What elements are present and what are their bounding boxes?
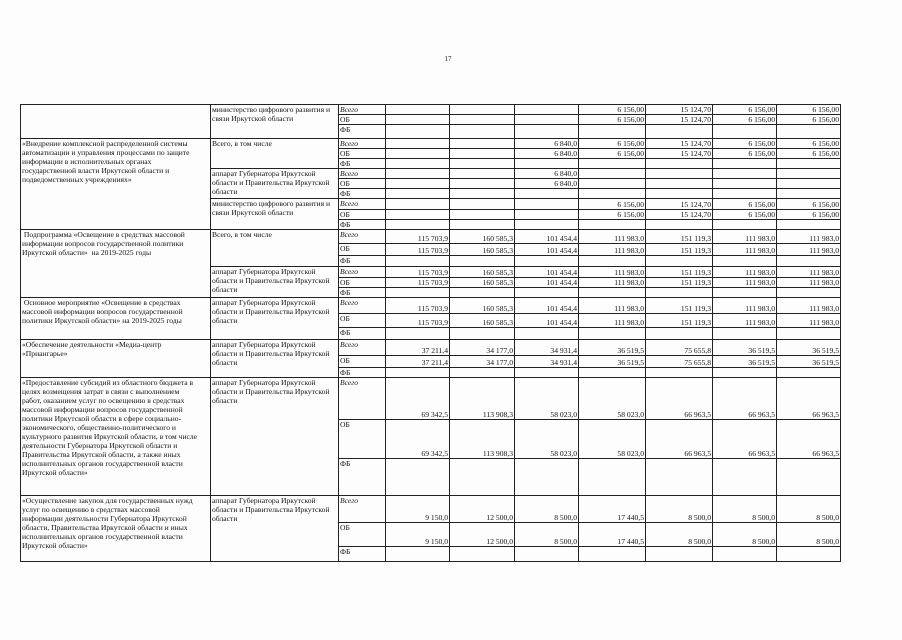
amount-cell: 17 440,5 (579, 523, 646, 547)
amount-cell (450, 328, 515, 340)
amount-cell: 101 454,4 (515, 298, 579, 314)
amount-cell (515, 115, 579, 125)
amount-cell: 111 983,0 (713, 230, 777, 244)
amount-cell (646, 256, 713, 267)
amount-cell (713, 288, 777, 298)
amount-cell (579, 547, 646, 562)
page-number: 17 (444, 55, 452, 63)
funding-source-cell: ФБ (339, 459, 386, 496)
amount-cell: 115 703,9 (386, 298, 450, 314)
amount-cell: 6 156,00 (579, 210, 646, 220)
amount-cell: 66 963,5 (713, 420, 777, 459)
amount-cell (450, 159, 515, 169)
amount-cell (515, 368, 579, 378)
amount-cell: 66 963,5 (646, 420, 713, 459)
amount-cell: 111 983,0 (777, 314, 841, 328)
table-row (21, 230, 841, 244)
funding-source-cell: ФБ (339, 256, 386, 267)
funding-source-cell: Всего (339, 340, 386, 356)
amount-cell: 36 519,5 (713, 356, 777, 368)
amount-cell: 115 703,9 (386, 278, 450, 288)
amount-cell (515, 328, 579, 340)
funding-source-cell: Всего (339, 199, 386, 210)
amount-cell: 115 703,9 (386, 230, 450, 244)
amount-cell: 101 454,4 (515, 230, 579, 244)
amount-cell (579, 220, 646, 230)
amount-cell: 37 211,4 (386, 340, 450, 356)
amount-cell: 151 119,3 (646, 314, 713, 328)
amount-cell: 15 124,70 (646, 139, 713, 149)
funding-source-cell: ФБ (339, 189, 386, 199)
table-row (21, 378, 841, 420)
amount-cell (579, 179, 646, 189)
amount-cell: 160 585,3 (450, 314, 515, 328)
amount-cell: 160 585,3 (450, 278, 515, 288)
funding-source-cell: ФБ (339, 159, 386, 169)
amount-cell (386, 459, 450, 496)
amount-cell: 101 454,4 (515, 267, 579, 278)
executor-cell: Всего, в том числе (211, 139, 339, 169)
funding-source-cell: ОБ (339, 149, 386, 159)
executor-cell: аппарат Губернатора Иркутской области и Правительства Иркутской области (211, 169, 339, 199)
amount-cell: 101 454,4 (515, 244, 579, 256)
amount-cell: 15 124,70 (646, 105, 713, 115)
amount-cell: 69 342,5 (386, 420, 450, 459)
amount-cell (515, 547, 579, 562)
amount-cell: 6 156,00 (777, 105, 841, 115)
amount-cell (579, 189, 646, 199)
amount-cell: 66 963,5 (713, 378, 777, 420)
program-name-cell: «Обеспечение деятельности «Медиа-центр «Приангарье» (21, 340, 211, 378)
funding-source-cell: Всего (339, 139, 386, 149)
amount-cell: 9 150,0 (386, 523, 450, 547)
amount-cell (386, 149, 450, 159)
amount-cell: 6 156,00 (713, 199, 777, 210)
program-name-cell: Основное мероприятие «Освещение в средствах массовой информации вопросов государственной политики Иркутской области» на 2019-2025 годы (21, 298, 211, 340)
amount-cell (515, 459, 579, 496)
amount-cell: 111 983,0 (777, 298, 841, 314)
amount-cell (646, 179, 713, 189)
amount-cell (777, 125, 841, 139)
amount-cell: 6 156,00 (777, 139, 841, 149)
amount-cell (515, 189, 579, 199)
amount-cell: 8 500,0 (646, 523, 713, 547)
amount-cell (386, 189, 450, 199)
amount-cell (646, 547, 713, 562)
amount-cell (713, 179, 777, 189)
amount-cell (713, 169, 777, 179)
amount-cell (713, 256, 777, 267)
amount-cell: 6 156,00 (777, 149, 841, 159)
amount-cell: 15 124,70 (646, 199, 713, 210)
amount-cell: 111 983,0 (579, 230, 646, 244)
executor-cell: аппарат Губернатора Иркутской области и Правительства Иркутской области (211, 340, 339, 378)
amount-cell (515, 199, 579, 210)
amount-cell (386, 169, 450, 179)
amount-cell: 113 908,3 (450, 378, 515, 420)
funding-source-cell: ФБ (339, 368, 386, 378)
amount-cell (450, 189, 515, 199)
amount-cell: 58 023,0 (579, 420, 646, 459)
amount-cell (450, 139, 515, 149)
program-name-cell: Подпрограмма «Освещение в средствах массовой информации вопросов государственной политики Иркутской области» на 2019-2025 годы (21, 230, 211, 298)
amount-cell (777, 189, 841, 199)
amount-cell (713, 459, 777, 496)
amount-cell: 66 963,5 (777, 378, 841, 420)
amount-cell: 34 931,4 (515, 340, 579, 356)
amount-cell (515, 159, 579, 169)
program-name-cell: «Внедрение комплексной распределенной системы автоматизации и управления процессами по защите информации в исполнительных органах государственной власти Иркутской области и подведомственных учреждениях» (21, 139, 211, 230)
amount-cell: 111 983,0 (777, 278, 841, 288)
funding-source-cell: ОБ (339, 210, 386, 220)
amount-cell (646, 169, 713, 179)
amount-cell: 8 500,0 (713, 523, 777, 547)
amount-cell: 58 023,0 (515, 420, 579, 459)
amount-cell: 111 983,0 (713, 267, 777, 278)
amount-cell: 111 983,0 (713, 278, 777, 288)
amount-cell (646, 328, 713, 340)
amount-cell: 151 119,3 (646, 244, 713, 256)
table-row (21, 496, 841, 523)
amount-cell (450, 547, 515, 562)
amount-cell: 160 585,3 (450, 230, 515, 244)
amount-cell: 113 908,3 (450, 420, 515, 459)
amount-cell (450, 459, 515, 496)
amount-cell (713, 368, 777, 378)
amount-cell (646, 368, 713, 378)
amount-cell: 12 500,0 (450, 496, 515, 523)
amount-cell: 111 983,0 (579, 314, 646, 328)
amount-cell: 37 211,4 (386, 356, 450, 368)
amount-cell: 6 156,00 (777, 199, 841, 210)
amount-cell (713, 189, 777, 199)
funding-source-cell: Всего (339, 378, 386, 420)
amount-cell (450, 288, 515, 298)
amount-cell (579, 256, 646, 267)
amount-cell: 151 119,3 (646, 230, 713, 244)
amount-cell (713, 159, 777, 169)
amount-cell: 36 519,5 (777, 356, 841, 368)
amount-cell (777, 547, 841, 562)
funding-source-cell: ОБ (339, 356, 386, 368)
amount-cell (579, 288, 646, 298)
amount-cell: 34 931,4 (515, 356, 579, 368)
amount-cell: 111 983,0 (713, 244, 777, 256)
amount-cell (713, 328, 777, 340)
amount-cell (386, 159, 450, 169)
amount-cell: 111 983,0 (777, 267, 841, 278)
amount-cell: 115 703,9 (386, 314, 450, 328)
funding-source-cell: ОБ (339, 314, 386, 328)
program-name-cell (21, 105, 211, 139)
amount-cell: 6 156,00 (777, 115, 841, 125)
amount-cell (646, 220, 713, 230)
amount-cell: 111 983,0 (777, 244, 841, 256)
executor-cell: Всего, в том числе (211, 230, 339, 267)
amount-cell: 8 500,0 (713, 496, 777, 523)
table-row (21, 105, 841, 115)
amount-cell: 17 440,5 (579, 496, 646, 523)
amount-cell: 6 840,0 (515, 149, 579, 159)
amount-cell: 111 983,0 (713, 298, 777, 314)
amount-cell: 6 156,00 (713, 210, 777, 220)
amount-cell (386, 368, 450, 378)
amount-cell: 111 983,0 (713, 314, 777, 328)
amount-cell: 69 342,5 (386, 378, 450, 420)
funding-source-cell: ОБ (339, 278, 386, 288)
table-row (21, 298, 841, 314)
amount-cell (450, 115, 515, 125)
funding-source-cell: Всего (339, 230, 386, 244)
funding-source-cell: Всего (339, 169, 386, 179)
amount-cell (450, 199, 515, 210)
amount-cell (450, 368, 515, 378)
amount-cell: 75 655,8 (646, 356, 713, 368)
amount-cell (450, 149, 515, 159)
amount-cell (646, 288, 713, 298)
amount-cell: 36 519,5 (579, 356, 646, 368)
amount-cell: 34 177,0 (450, 356, 515, 368)
amount-cell (515, 210, 579, 220)
amount-cell (713, 125, 777, 139)
amount-cell (777, 288, 841, 298)
funding-source-cell: Всего (339, 105, 386, 115)
amount-cell (386, 288, 450, 298)
amount-cell: 15 124,70 (646, 149, 713, 159)
amount-cell (386, 220, 450, 230)
amount-cell: 111 983,0 (579, 278, 646, 288)
amount-cell: 160 585,3 (450, 244, 515, 256)
amount-cell: 12 500,0 (450, 523, 515, 547)
table-row (21, 139, 841, 149)
executor-cell: министерство цифрового развития и связи Иркутской области (211, 199, 339, 230)
amount-cell (777, 159, 841, 169)
funding-source-cell: ФБ (339, 220, 386, 230)
amount-cell (579, 368, 646, 378)
amount-cell: 6 156,00 (579, 139, 646, 149)
amount-cell (386, 328, 450, 340)
amount-cell: 66 963,5 (777, 420, 841, 459)
amount-cell: 6 156,00 (713, 139, 777, 149)
amount-cell (386, 199, 450, 210)
amount-cell (450, 256, 515, 267)
amount-cell: 111 983,0 (579, 267, 646, 278)
amount-cell: 36 519,5 (713, 340, 777, 356)
amount-cell: 6 156,00 (777, 210, 841, 220)
amount-cell (777, 368, 841, 378)
amount-cell (386, 115, 450, 125)
funding-source-cell: ОБ (339, 420, 386, 459)
amount-cell (386, 210, 450, 220)
amount-cell (713, 547, 777, 562)
table-row (21, 340, 841, 356)
amount-cell: 8 500,0 (515, 523, 579, 547)
funding-source-cell: ОБ (339, 523, 386, 547)
amount-cell (386, 105, 450, 115)
amount-cell: 160 585,3 (450, 267, 515, 278)
amount-cell (777, 459, 841, 496)
amount-cell: 6 156,00 (713, 115, 777, 125)
amount-cell: 8 500,0 (777, 523, 841, 547)
funding-source-cell: ОБ (339, 115, 386, 125)
amount-cell: 6 156,00 (713, 149, 777, 159)
amount-cell: 111 983,0 (579, 244, 646, 256)
amount-cell (386, 139, 450, 149)
amount-cell (515, 105, 579, 115)
amount-cell: 6 156,00 (713, 105, 777, 115)
funding-source-cell: Всего (339, 267, 386, 278)
amount-cell (450, 169, 515, 179)
amount-cell: 8 500,0 (515, 496, 579, 523)
amount-cell: 151 119,3 (646, 267, 713, 278)
amount-cell: 6 156,00 (579, 199, 646, 210)
amount-cell (386, 179, 450, 189)
amount-cell: 9 150,0 (386, 496, 450, 523)
funding-source-cell: ОБ (339, 179, 386, 189)
amount-cell: 75 655,8 (646, 340, 713, 356)
amount-cell: 36 519,5 (777, 340, 841, 356)
amount-cell (450, 220, 515, 230)
amount-cell: 111 983,0 (777, 230, 841, 244)
executor-cell: аппарат Губернатора Иркутской области и Правительства Иркутской области (211, 267, 339, 298)
amount-cell (450, 179, 515, 189)
amount-cell: 101 454,4 (515, 278, 579, 288)
executor-cell: аппарат Губернатора Иркутской области и Правительства Иркутской области (211, 378, 339, 496)
funding-source-cell: ФБ (339, 328, 386, 340)
amount-cell (646, 125, 713, 139)
amount-cell (777, 179, 841, 189)
amount-cell: 151 119,3 (646, 298, 713, 314)
amount-cell: 6 156,00 (579, 105, 646, 115)
amount-cell: 160 585,3 (450, 298, 515, 314)
amount-cell: 6 840,0 (515, 139, 579, 149)
amount-cell (579, 125, 646, 139)
amount-cell: 8 500,0 (777, 496, 841, 523)
amount-cell (450, 125, 515, 139)
amount-cell (386, 125, 450, 139)
amount-cell (579, 459, 646, 496)
amount-cell (777, 256, 841, 267)
amount-cell: 6 840,0 (515, 169, 579, 179)
funding-source-cell: Всего (339, 496, 386, 523)
amount-cell: 36 519,5 (579, 340, 646, 356)
amount-cell (777, 169, 841, 179)
amount-cell (515, 220, 579, 230)
amount-cell: 15 124,70 (646, 115, 713, 125)
amount-cell: 66 963,5 (646, 378, 713, 420)
amount-cell (579, 169, 646, 179)
amount-cell: 6 156,00 (579, 149, 646, 159)
amount-cell: 15 124,70 (646, 210, 713, 220)
executor-cell: аппарат Губернатора Иркутской области и Правительства Иркутской области (211, 496, 339, 562)
funding-source-cell: ФБ (339, 288, 386, 298)
amount-cell: 115 703,9 (386, 267, 450, 278)
amount-cell: 101 454,4 (515, 314, 579, 328)
amount-cell (450, 105, 515, 115)
amount-cell: 6 840,0 (515, 179, 579, 189)
amount-cell (646, 459, 713, 496)
amount-cell (777, 328, 841, 340)
amount-cell: 115 703,9 (386, 244, 450, 256)
funding-source-cell: ФБ (339, 125, 386, 139)
amount-cell (646, 159, 713, 169)
amount-cell (515, 256, 579, 267)
amount-cell (386, 547, 450, 562)
amount-cell (579, 328, 646, 340)
executor-cell: аппарат Губернатора Иркутской области и Правительства Иркутской области (211, 298, 339, 340)
amount-cell (713, 220, 777, 230)
funding-source-cell: Всего (339, 298, 386, 314)
amount-cell: 111 983,0 (579, 298, 646, 314)
amount-cell (386, 256, 450, 267)
amount-cell: 34 177,0 (450, 340, 515, 356)
funding-source-cell: ОБ (339, 244, 386, 256)
amount-cell (579, 159, 646, 169)
program-name-cell: «Предоставление субсидий из областного бюджета в целях возмещения затрат в связи с выполнением работ, оказанием услуг по освещению в средствах массовой информации вопросов государственной политики Иркутской области в сфере социально- экономического, общественно-политического и культурного развития Иркутской области, в том числе деятельности Губернатора Иркутской области и Правительства Иркутской области, а также иных исполнительных органов государственной власти Иркутской области» (21, 378, 211, 496)
executor-cell: министерство цифрового развития и связи Иркутской области (211, 105, 339, 139)
amount-cell (646, 189, 713, 199)
amount-cell: 8 500,0 (646, 496, 713, 523)
budget-table (20, 104, 841, 562)
amount-cell: 6 156,00 (579, 115, 646, 125)
amount-cell: 58 023,0 (579, 378, 646, 420)
amount-cell: 58 023,0 (515, 378, 579, 420)
funding-source-cell: ФБ (339, 547, 386, 562)
amount-cell (515, 288, 579, 298)
amount-cell: 151 119,3 (646, 278, 713, 288)
amount-cell (450, 210, 515, 220)
amount-cell (515, 125, 579, 139)
program-name-cell: «Осуществление закупок для государственных нужд услуг по освещению в средствах массовой информации деятельности Губернатора Иркутской области, Правительства Иркутской области и иных исполнительных органов государственной власти Иркутской области» (21, 496, 211, 562)
amount-cell (777, 220, 841, 230)
